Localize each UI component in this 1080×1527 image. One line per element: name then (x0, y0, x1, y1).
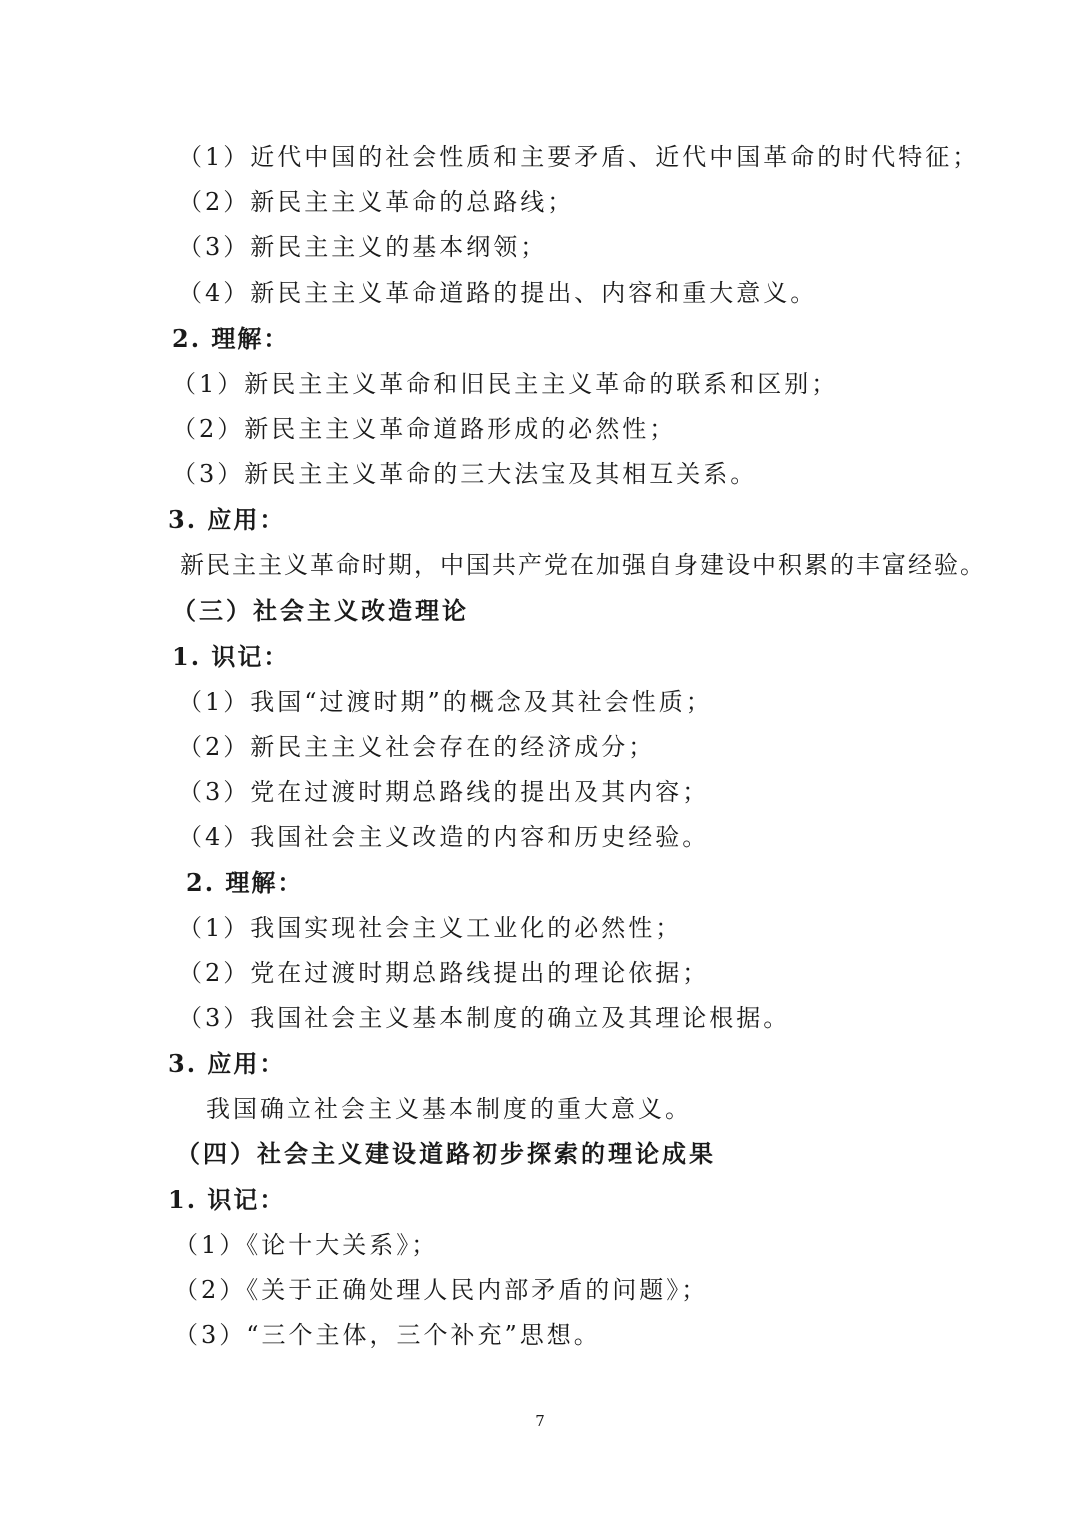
subsection-heading: 2. 理解： (172, 324, 290, 353)
subsection-heading: 1. 识记： (168, 1185, 286, 1214)
list-item: （1）我国实现社会主义工业化的必然性； (178, 914, 683, 942)
list-item: （1）我国“过渡时期”的概念及其社会性质； (178, 688, 713, 716)
paragraph: 我国确立社会主义基本制度的重大意义。 (206, 1095, 692, 1123)
list-item: （3）党在过渡时期总路线的提出及其内容； (178, 778, 710, 806)
page-number: 7 (535, 1412, 545, 1430)
list-item: （1）《论十大关系》； (174, 1231, 439, 1259)
section-heading: （三）社会主义改造理论 (172, 596, 469, 625)
list-item: （2）《关于正确处理人民内部矛盾的问题》； (174, 1276, 709, 1304)
subsection-heading: 2. 理解： (186, 868, 304, 897)
subsection-heading: 1. 识记： (172, 642, 290, 671)
section-heading: （四）社会主义建设道路初步探索的理论成果 (176, 1139, 716, 1168)
subsection-heading: 3. 应用： (168, 1049, 286, 1078)
list-item: （1）近代中国的社会性质和主要矛盾、近代中国革命的时代特征； (178, 143, 980, 171)
list-item: （4）新民主主义革命道路的提出、内容和重大意义。 (178, 279, 818, 307)
list-item: （3）新民主主义革命的三大法宝及其相互关系。 (172, 460, 758, 488)
list-item: （3）我国社会主义基本制度的确立及其理论根据。 (178, 1004, 791, 1032)
list-item: （2）新民主主义革命道路形成的必然性； (172, 415, 677, 443)
list-item: （2）新民主主义革命的总路线； (178, 188, 575, 216)
list-item: （1）新民主主义革命和旧民主主义革命的联系和区别； (172, 370, 839, 398)
list-item: （3）新民主主义的基本纲领； (178, 233, 548, 261)
list-item: （2）新民主主义社会存在的经济成分； (178, 733, 656, 761)
list-item: （4）我国社会主义改造的内容和历史经验。 (178, 823, 710, 851)
list-item: （3）“三个主体，三个补充”思想。 (174, 1321, 601, 1349)
subsection-heading: 3. 应用： (168, 505, 286, 534)
list-item: （2）党在过渡时期总路线提出的理论依据； (178, 959, 710, 987)
paragraph: 新民主主义革命时期，中国共产党在加强自身建设中积累的丰富经验。 (180, 551, 986, 579)
